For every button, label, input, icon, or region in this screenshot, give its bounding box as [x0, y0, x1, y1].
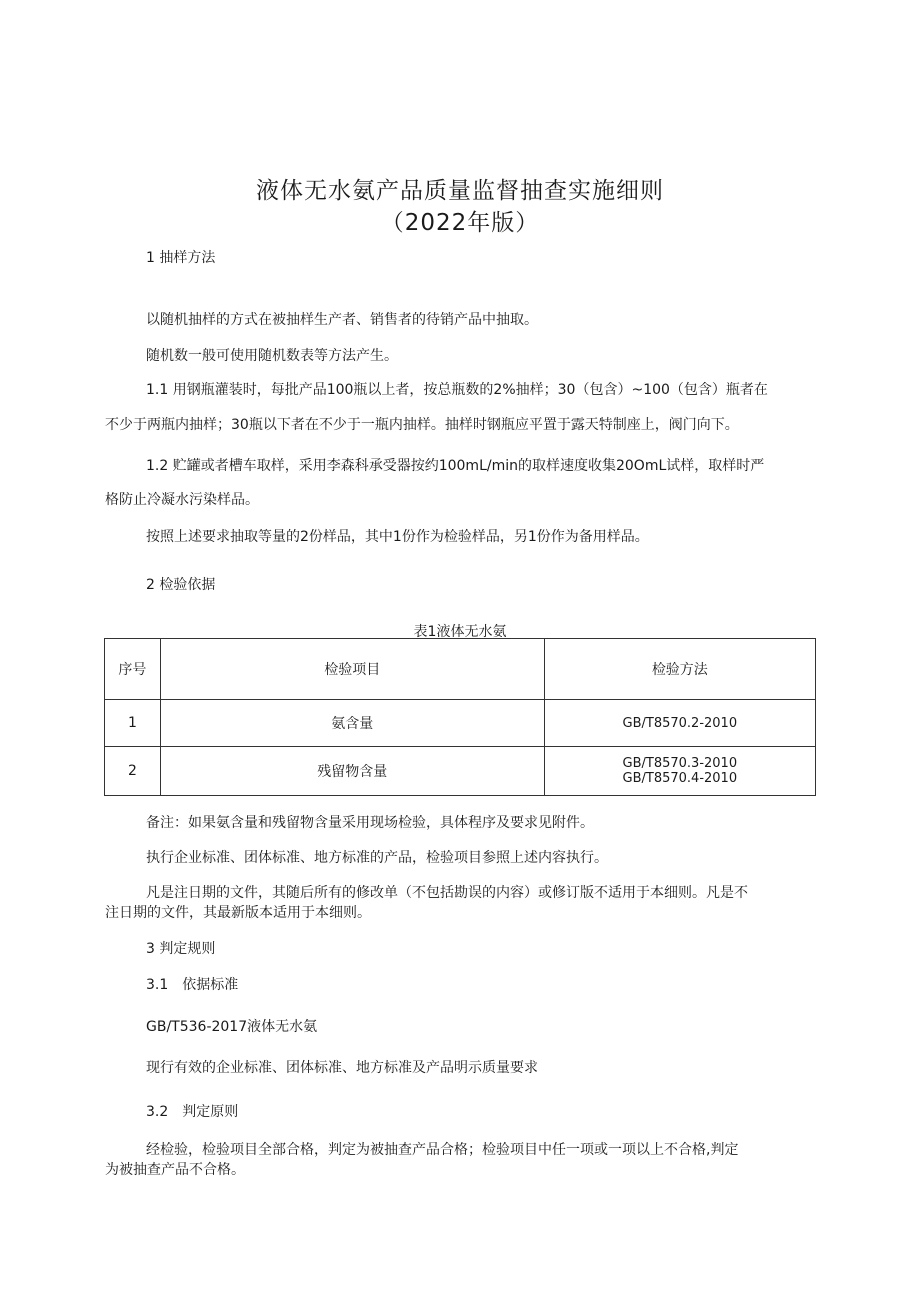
- cell-method: [544, 747, 815, 796]
- section-1-paragraph-5: 按照上述要求抽取等量的2份样品，其中1份作为检验样品，另1份作为备用样品。: [146, 529, 649, 545]
- section-1-heading: 1 抽样方法: [146, 250, 216, 266]
- cell-no: 2: [105, 747, 161, 796]
- cell-item: 氨含量: [160, 700, 544, 747]
- section-2-heading: 2 检验依据: [146, 577, 216, 593]
- section-2-paragraph-2-line-1: 凡是注日期的文件，其随后所有的修改单（不包括勘误的内容）或修订版不适用于本细则。凡是不: [146, 885, 748, 901]
- section-3-heading: 3 判定规则: [146, 941, 216, 957]
- section-1-1-line-2: 不少于两瓶内抽样；30瓶以下者在不少于一瓶内抽样。抽样时钢瓶应平置于露天特制座上，阀门向下。: [105, 417, 739, 433]
- table-row: [105, 747, 816, 796]
- cell-no: 1: [105, 700, 161, 747]
- document-title: 液体无水氨产品质量监督抽查实施细则: [256, 178, 664, 204]
- section-2-paragraph-1: 执行企业标准、团体标准、地方标准的产品，检验项目参照上述内容执行。: [146, 850, 608, 866]
- table-note: 备注：如果氨含量和残留物含量采用现场检验，具体程序及要求见附件。: [146, 815, 594, 831]
- section-3-1-heading: 3.1 依据标准: [146, 977, 239, 993]
- section-1-paragraph-1: 以随机抽样的方式在被抽样生产者、销售者的待销产品中抽取。: [146, 312, 538, 328]
- header-cell-method: 检验方法: [544, 639, 815, 700]
- section-1-2-line-1: 1.2 贮罐或者槽车取样，采用李森科承受器按约100mL/min的取样速度收集20OmL试样，取样时严: [146, 458, 765, 474]
- cell-method: [544, 700, 815, 747]
- cell-item: 残留物含量: [160, 747, 544, 796]
- section-2-paragraph-2-line-2: 注日期的文件，其最新版本适用于本细则。: [105, 905, 371, 921]
- section-3-1-requirements: 现行有效的企业标准、团体标准、地方标准及产品明示质量要求: [146, 1060, 538, 1076]
- header-cell-item: 检验项目: [160, 639, 544, 700]
- cell-method-line: GB/T8570.4-2010: [622, 771, 738, 786]
- section-1-1-line-1: 1.1 用钢瓶灌装时，每批产品100瓶以上者，按总瓶数的2%抽样；30（包含）~100（包含）瓶者在: [146, 382, 768, 398]
- cell-method-line: GB/T8570.2-2010: [622, 715, 738, 731]
- header-cell-no: 序号: [105, 639, 161, 700]
- section-3-2-line-1: 经检验，检验项目全部合格，判定为被抽查产品合格；检验项目中任一项或一项以上不合格,判定: [146, 1142, 739, 1158]
- section-1-paragraph-2: 随机数一般可使用随机数表等方法产生。: [146, 348, 398, 364]
- section-3-2-line-2: 为被抽查产品不合格。: [105, 1162, 245, 1178]
- section-3-2-heading: 3.2 判定原则: [146, 1104, 239, 1120]
- table-header-row: [105, 639, 816, 700]
- cell-method-line: GB/T8570.3-2010: [622, 756, 738, 771]
- table-caption: 表1液体无水氨: [413, 624, 507, 640]
- section-3-1-standard: GB/T536-2017液体无水氨: [146, 1019, 318, 1035]
- table-row: [105, 700, 816, 747]
- inspection-table: [104, 638, 816, 796]
- section-1-2-line-2: 格防止冷凝水污染样品。: [105, 492, 259, 508]
- document-title-edition: （2022年版）: [380, 210, 540, 236]
